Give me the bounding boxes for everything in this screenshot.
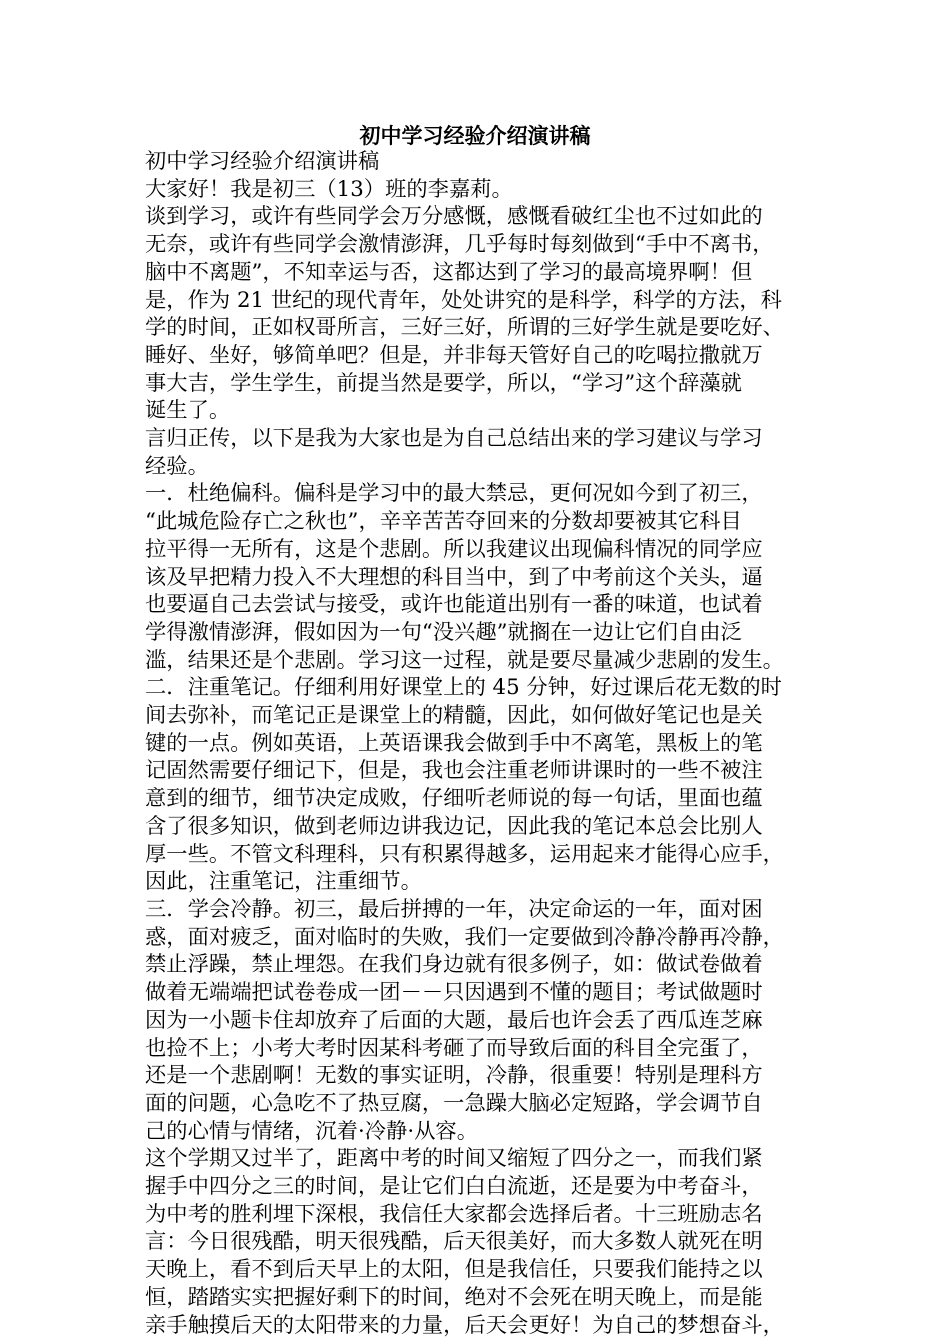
text-line: 也捡不上；小考大考时因某科考砸了而导致后面的科目全完蛋了， (145, 1035, 763, 1061)
text-line: 学的时间，正如权哥所言，三好三好，所谓的三好学生就是要吃好、 (145, 315, 784, 341)
text-line: 含了很多知识，做到老师边讲我边记，因此我的笔记本总会比别人 (145, 813, 763, 839)
text-line: 因为一小题卡住却放弃了后面的大题，最后也许会丢了西瓜连芝麻 (145, 1007, 763, 1033)
text-line: 禁止浮躁，禁止埋怨。在我们身边就有很多例子，如：做试卷做着 (145, 952, 763, 978)
text-line: 这个学期又过半了，距离中考的时间又缩短了四分之一，而我们紧 (145, 1146, 763, 1172)
text-line: 初中学习经验介绍演讲稿 (145, 149, 380, 174)
text-line: 言归正传，以下是我为大家也是为自己总结出来的学习建议与学习 (145, 426, 763, 452)
document-body (145, 148, 809, 1339)
text-line: 惑，面对疲乏，面对临时的失败，我们一定要做到冷静冷静再冷静， (145, 924, 784, 950)
text-line: 恒，踏踏实实把握好剩下的时间，绝对不会死在明天晚上，而是能 (145, 1284, 763, 1310)
text-line: 做着无端端把试卷卷成一团－－只因遇到不懂的题目；考试做题时 (145, 980, 763, 1006)
text-line: 事大吉，学生学生，前提当然是要学，所以，“学习”这个辞藻就 (145, 370, 742, 396)
document-title: 初中学习经验介绍演讲稿 (359, 124, 591, 148)
text-line: 三．学会冷静。初三，最后拼搏的一年，决定命运的一年，面对困 (145, 896, 763, 922)
text-line: 天晚上，看不到后天早上的太阳，但是我信任，只要我们能持之以 (145, 1257, 763, 1283)
text-line: 为中考的胜利埋下深根，我信任大家都会选择后者。十三班励志名 (145, 1201, 763, 1227)
text-line: “此城危险存亡之秋也”，辛辛苦苦夺回来的分数却要被其它科目 (145, 509, 742, 535)
text-line: 经验。 (145, 453, 209, 479)
text-line: 厚一些。不管文科理科，只有积累得越多，运用起来才能得心应手， (145, 841, 784, 867)
text-line: 因此，注重笔记，注重细节。 (145, 869, 422, 895)
text-line: 言：今日很残酷，明天很残酷，后天很美好，而大多数人就死在明 (145, 1229, 763, 1255)
text-line: 握手中四分之三的时间，是让它们白白流逝，还是要为中考奋斗， (145, 1174, 763, 1200)
text-line: 该及早把精力投入不大理想的科目当中，到了中考前这个关头，逼 (145, 564, 763, 590)
text-line: 意到的细节，细节决定成败，仔细听老师说的每一句话，里面也蕴 (145, 786, 763, 812)
text-line: 拉平得一无所有，这是个悲剧。所以我建议出现偏科情况的同学应 (145, 536, 763, 562)
text-line: 二．注重笔记。仔细利用好课堂上的 45 分钟，好过课后花无数的时 (145, 675, 782, 701)
text-line: 己的心情与情绪，沉着·冷静·从容。 (145, 1118, 478, 1144)
text-line: 学得激情澎湃，假如因为一句“没兴趣”就搁在一边让它们自由泛 (145, 619, 742, 645)
text-line: 睡好、坐好，够简单吧？但是，并非每天管好自己的吃喝拉撒就万 (145, 342, 763, 368)
text-line: 记固然需要仔细记下，但是，我也会注重老师讲课时的一些不被注 (145, 758, 763, 784)
text-line: 诞生了。 (145, 398, 231, 424)
text-line: 谈到学习，或许有些同学会万分感慨，感慨看破红尘也不过如此的 (145, 204, 763, 230)
text-line: 大家好！我是初三（13）班的李嘉莉。 (145, 176, 513, 202)
text-line: 无奈，或许有些同学会激情澎湃，几乎每时每刻做到“手中不离书， (145, 232, 774, 258)
text-line: 还是一个悲剧啊！无数的事实证明，冷静，很重要！特别是理科方 (145, 1063, 763, 1089)
text-line: 一．杜绝偏科。偏科是学习中的最大禁忌，更何况如今到了初三， (145, 481, 763, 507)
text-line: 是，作为 21 世纪的现代青年，处处讲究的是科学，科学的方法，科 (145, 287, 782, 313)
text-line: 面的问题，心急吃不了热豆腐，一急躁大脑必定短路，学会调节自 (145, 1090, 763, 1116)
text-line: 滥，结果还是个悲剧。学习这一过程，就是要尽量减少悲剧的发生。 (145, 647, 784, 673)
text-line: 也要逼自己去尝试与接受，或许也能道出别有一番的味道，也试着 (145, 592, 763, 618)
text-line: 键的一点。例如英语，上英语课我会做到手中不离笔，黑板上的笔 (145, 730, 763, 756)
text-line: 脑中不离题”，不知幸运与否，这都达到了学习的最高境界啊！但 (145, 259, 753, 285)
text-line: 亲手触摸后天的太阳带来的力量，后天会更好！为自己的梦想奋斗， (145, 1312, 784, 1338)
text-line: 间去弥补，而笔记正是课堂上的精髓，因此，如何做好笔记也是关 (145, 703, 763, 729)
